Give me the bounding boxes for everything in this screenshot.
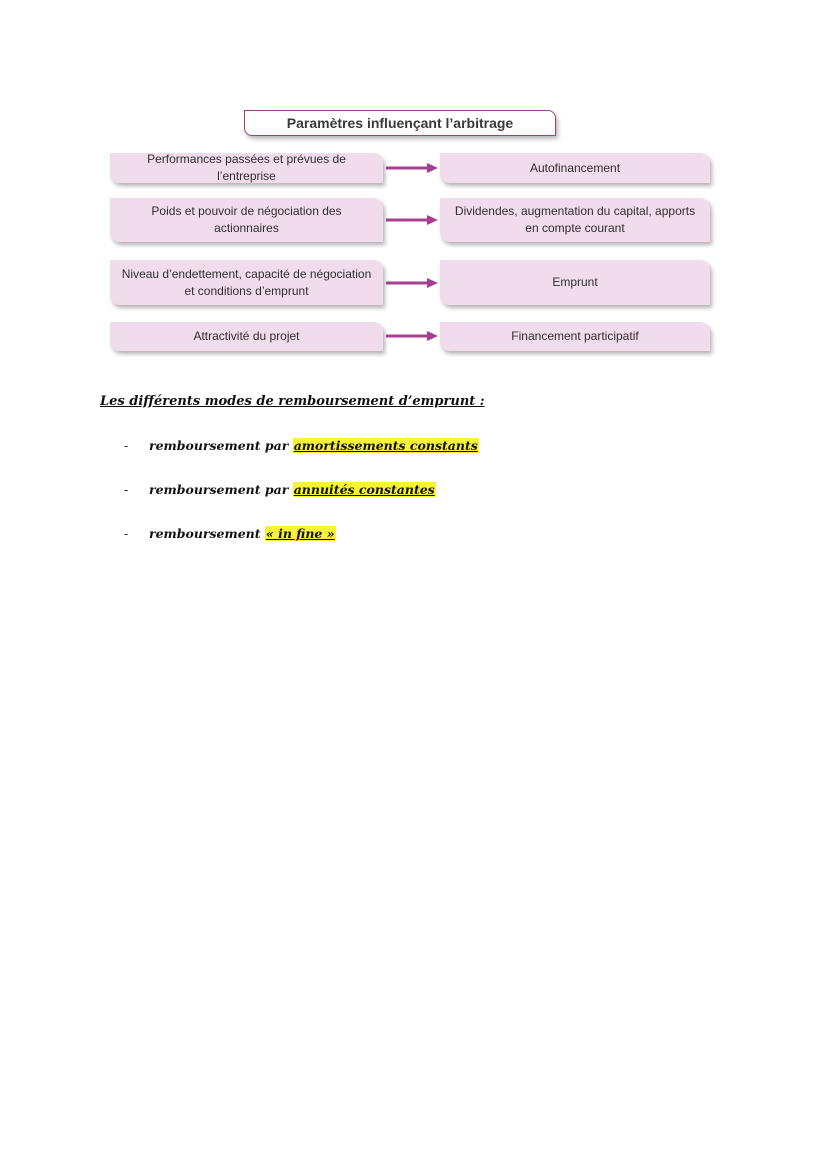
list-item-prefix: remboursement par — [149, 482, 293, 497]
arrow-right-icon — [386, 331, 438, 341]
financing-box — [440, 322, 710, 351]
section-heading: Les différents modes de remboursement d’emprunt : — [100, 394, 485, 409]
list-bullet: - — [124, 482, 129, 497]
diagram-row — [110, 260, 710, 305]
financing-text: Autofinancement — [529, 160, 621, 175]
parameter-box — [110, 198, 383, 242]
parameter-text: Niveau d’endettement, capacité de négociation et conditions d’emprunt — [121, 266, 372, 298]
diagram-title-text: Paramètres influençant l’arbitrage — [286, 115, 514, 131]
financing-text: Emprunt — [552, 275, 598, 289]
list-item-text — [149, 438, 479, 453]
financing-box — [440, 198, 710, 242]
financing-box — [440, 153, 710, 183]
parameter-text: Performances passées et prévues de l’entreprise — [147, 152, 346, 183]
diagram-row — [110, 322, 710, 351]
parameter-text: Attractivité du projet — [193, 329, 300, 343]
diagram-row — [110, 153, 710, 183]
list-item-prefix: remboursement — [149, 526, 265, 541]
financing-box — [440, 260, 710, 305]
highlighted-term: amortissements constants — [293, 438, 478, 453]
diagram-title — [244, 110, 556, 136]
highlighted-term: annuités constantes — [293, 482, 435, 497]
parameter-box — [110, 153, 383, 183]
list-bullet: - — [124, 438, 129, 453]
list-item-prefix: remboursement par — [149, 438, 293, 453]
arrow-right-icon — [386, 278, 438, 288]
highlighted-term: « in fine » — [265, 526, 335, 541]
parameter-box — [110, 322, 383, 351]
financing-text: Dividendes, augmentation du capital, apports en compte courant — [454, 204, 696, 235]
diagram-row — [110, 198, 710, 242]
list-item-text — [149, 482, 436, 497]
arrow-right-icon — [386, 163, 438, 173]
parameter-box — [110, 260, 383, 305]
arrow-right-icon — [386, 215, 438, 225]
parameter-text: Poids et pouvoir de négociation des actionnaires — [151, 204, 342, 235]
list-item-text — [149, 526, 336, 541]
financing-text: Financement participatif — [511, 329, 639, 343]
list-bullet: - — [124, 526, 129, 541]
